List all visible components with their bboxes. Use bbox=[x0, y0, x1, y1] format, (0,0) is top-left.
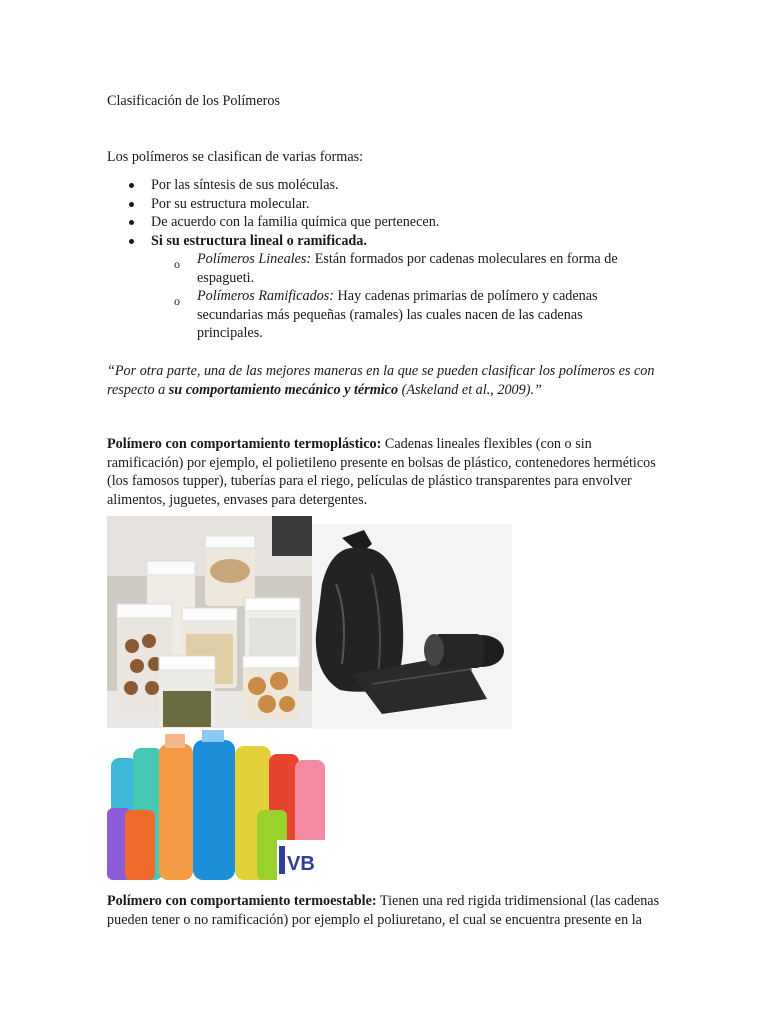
thermoset-heading: Polímero con comportamiento termoestable: bbox=[107, 893, 377, 909]
sub-item-text: Están formados por cadenas moleculares en forma de espagueti. bbox=[197, 251, 618, 286]
list-item: Por las síntesis de sus moléculas. bbox=[107, 176, 667, 195]
sub-item-text: Hay cadenas primarias de polímero y cadenas secundarias más pequeñas (ramales) las cuales nacen de las cadenas principales. bbox=[197, 288, 598, 341]
sub-item-term: Polímeros Ramificados: bbox=[197, 288, 334, 304]
sub-list bbox=[151, 250, 667, 343]
bullet-icon bbox=[129, 239, 134, 244]
bullet-icon bbox=[129, 183, 134, 188]
sub-list-item bbox=[151, 287, 625, 343]
page-title: Clasificación de los Polímeros bbox=[107, 93, 280, 109]
quote-paragraph: “Por otra parte, una de las mejores maneras en la que se pueden clasificar los polímeros es con respecto a su comportamiento mecánico y térmico (Askeland et al., 2009).” bbox=[107, 363, 655, 398]
circle-bullet-icon: o bbox=[174, 294, 180, 308]
intro-text: Los polímeros se clasifican de varias formas: bbox=[107, 149, 364, 165]
circle-bullet-icon: o bbox=[174, 257, 180, 271]
bullet-icon bbox=[129, 220, 134, 225]
thermoplastic-heading: Polímero con comportamiento termoplástico: bbox=[107, 436, 382, 452]
list-item: De acuerdo con la familia química que pertenecen. bbox=[107, 213, 667, 232]
thermoplastic-paragraph: Polímero con comportamiento termoplástico: Cadenas lineales flexibles (con o sin ramificación) por ejemplo, el polietileno presente en bolsas de plástico, contenedores herméticos (los famosos tupper), tuberías para el riego, películas de plástico transparentes para envolver alimentos, juguetes, envases para detergentes. bbox=[107, 436, 656, 508]
detergent-bottles-photo bbox=[107, 730, 325, 880]
garbage-bags-photo bbox=[312, 524, 512, 729]
list-item: Si su estructura lineal o ramificada. o Polímeros Lineales: Están formados por cadenas moleculares en forma de espagueti. o Polímeros Ramificados: Hay cadenas primarias de polímero y cadenas secundarias más pequeñas (ramales) las cuales nacen de las cadenas principales. bbox=[107, 232, 667, 343]
storage-jars-photo bbox=[107, 516, 312, 728]
sub-item-term: Polímeros Lineales: bbox=[197, 251, 312, 267]
sub-list-item bbox=[151, 250, 625, 287]
brand-logo-text: VB bbox=[287, 853, 315, 875]
bullet-icon bbox=[129, 202, 134, 207]
thermoset-paragraph: Polímero con comportamiento termoestable: Tienen una red rigida tridimensional (las cadenas pueden tener o no ramificación) por ejemplo el poliuretano, el cual se encuentra presente en la bbox=[107, 893, 660, 928]
classification-list bbox=[107, 176, 667, 343]
list-item: Por su estructura molecular. bbox=[107, 195, 667, 214]
